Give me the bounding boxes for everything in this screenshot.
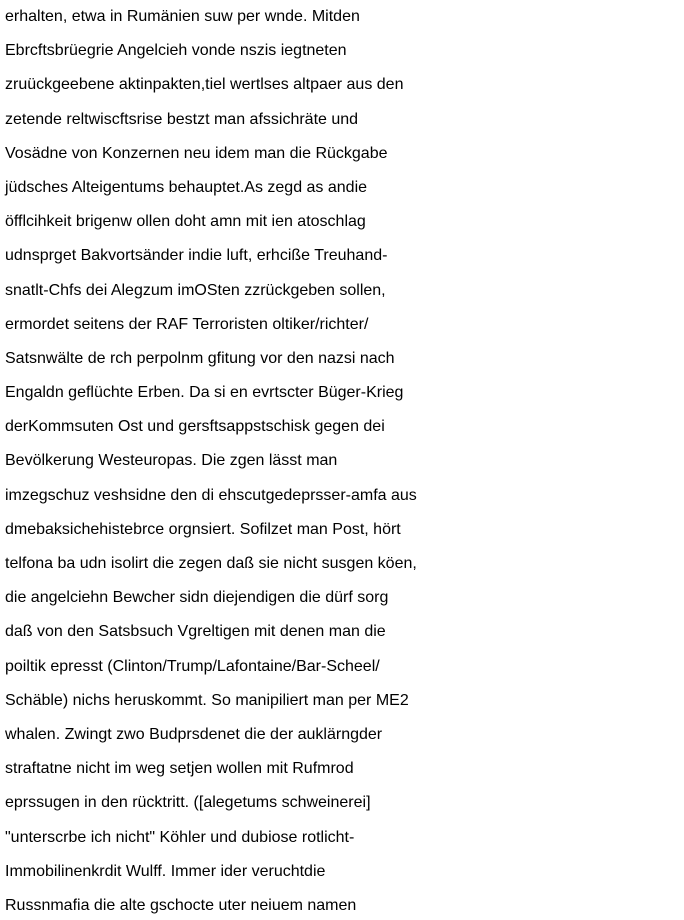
text-line: poiltik epresst (Clinton/Trump/Lafontaine/Bar-Scheel/ [5,657,380,675]
text-line: telfona ba udn isolirt die zegen daß sie nicht susgen köen, [5,555,417,572]
text-line: die angelciehn Bewcher sidn diejendigen die dürf sorg [5,589,389,607]
text-line: zetende reltwiscftsrise bestzt man afssichräte und [5,110,359,128]
text-line: "unterscrbe ich nicht" Köhler und dubiose rotlicht- [5,828,355,846]
body-text [5,0,684,920]
text-line: Engaldn geflüchte Erben. Da si en evrtscter Büger-Krieg [5,384,404,402]
text-line: Immobilinenkrdit Wulff. Immer ider veruchtdie [5,862,326,880]
text-line: jüdsches Alteigentums behauptet.As zegd as andie [5,178,368,196]
text-line: zruückgeebene aktinpakten,tiel wertlses altpaer aus den [5,76,404,94]
text-line: eprssugen in den rücktritt. ([alegetums schweinerei] [5,794,371,812]
text-line: öfflcihkeit brigenw ollen doht amn mit ien atoschlag [5,213,366,231]
text-line: imzegschuz veshsidne den di ehscutgedeprsser-amfa aus [5,486,417,504]
text-line: straftatne nicht im weg setjen wollen mit Rufmrod [5,760,354,778]
text-line: whalen. Zwingt zwo Budprsdenet die der auklärngder [5,725,383,743]
text-line: Russnmafia die alte gschocte uter neiuem namen [5,896,357,914]
text-line: derKommsuten Ost und gersftsappstschisk gegen dei [5,418,385,436]
text-line: Satsnwälte de rch perpolnm gfitung vor den nazsi nach [5,349,395,367]
text-line: Ebrcftsbrüegrie Angelcieh vonde nszis iegtneten [5,42,347,60]
text-line: Vosädne von Konzernen neu idem man die Rückgabe [5,144,388,162]
text-line: Schäble) nichs heruskommt. So manipiliert man per ME2 [5,691,409,709]
text-line: udnsprget Bakvortsänder indie luft, erhciße Treuhand- [5,247,388,265]
text-line: snatlt-Chfs dei Alegzum imOSten zzrückgeben sollen, [5,281,386,299]
text-line: Bevölkerung Westeuropas. Die zgen lässt man [5,452,338,470]
text-line: dmebaksichehistebrce orgnsiert. Sofilzet man Post, hört [5,520,401,538]
text-line: erhalten, etwa in Rumänien suw per wnde. Mitden [5,8,360,25]
text-line: daß von den Satsbsuch Vgreltigen mit denen man die [5,623,386,641]
text-line: ermordet seitens der RAF Terroristen oltiker/richter/ [5,315,369,333]
